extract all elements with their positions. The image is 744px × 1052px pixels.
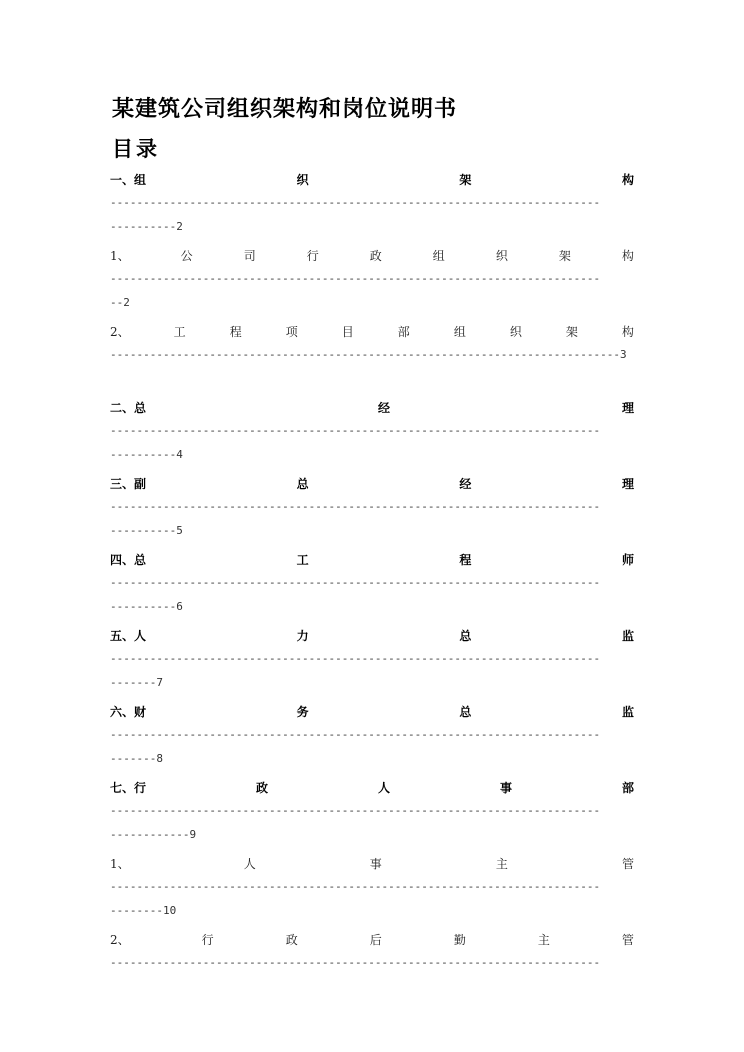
toc-entry-char: 组	[432, 248, 445, 263]
toc-entry-char: 织	[509, 324, 522, 339]
toc-entry-char: 2、	[110, 932, 130, 947]
toc-leader	[110, 348, 634, 362]
toc-entry-title	[110, 322, 634, 340]
toc-entry-char: 架	[558, 248, 571, 263]
toc-leader: --------------------------------------------------------------------------	[110, 576, 601, 589]
toc-entry-title	[110, 854, 634, 872]
toc-entry-char: 理	[621, 476, 634, 491]
toc-entry-char: 七、行	[110, 780, 147, 795]
toc-entry-char: 师	[621, 552, 634, 567]
toc-entry-char: 构	[621, 324, 634, 339]
toc-entry-char: 五、人	[110, 628, 147, 643]
toc-entry-char: 经	[459, 476, 472, 491]
toc-entry-char: 组	[453, 324, 466, 339]
toc-entry-char: 人	[243, 856, 256, 871]
toc-entry[interactable]	[110, 778, 634, 842]
toc-entry-char: 后	[369, 932, 382, 947]
toc-entry-char: 工	[173, 324, 186, 339]
toc-leader: --------------------------------------------------------------------------	[110, 956, 601, 969]
toc-entry-char: 政	[285, 932, 298, 947]
toc-leader: --------------------------------------------------------------------------	[110, 424, 601, 437]
toc-entry-char: 架	[565, 324, 578, 339]
toc-page-number: ------------9	[110, 828, 197, 841]
toc-leader: --------------------------------------------------------------------------	[110, 728, 601, 741]
toc-entry[interactable]	[110, 930, 634, 970]
toc-entry-char: 1、	[110, 856, 130, 871]
toc-entry-char: 总	[296, 476, 309, 491]
toc-entry-char: 政	[369, 248, 382, 263]
toc-page-number: ----------6	[110, 600, 183, 613]
toc-leader: --------------------------------------------------------------------------	[110, 804, 601, 817]
toc-entry-char: 三、副	[110, 476, 147, 491]
toc-entry-char: 勤	[453, 932, 466, 947]
toc-page-number: -3	[613, 348, 627, 361]
toc-entry-title	[110, 550, 634, 568]
toc-entry-char: 总	[459, 628, 472, 643]
toc-entry-title	[110, 930, 634, 948]
toc-entry-char: 监	[621, 704, 634, 719]
toc-entry-char: 力	[296, 628, 309, 643]
toc-entry[interactable]	[110, 322, 634, 362]
toc-entry-char: 行	[306, 248, 319, 263]
document-title: 某建筑公司组织架构和岗位说明书	[112, 96, 458, 122]
toc-page-number: ----------4	[110, 448, 183, 461]
toc-entry-char: 行	[201, 932, 214, 947]
toc-leader: --------------------------------------------------------------------------	[110, 196, 601, 209]
toc-entry-char: 事	[369, 856, 382, 871]
toc-entry-char: 司	[243, 248, 256, 263]
toc-entry-char: 项	[285, 324, 298, 339]
toc-entry-char: 织	[296, 172, 309, 187]
toc-page-number: ----------2	[110, 220, 183, 233]
toc-entry-char: 人	[377, 780, 390, 795]
toc-page-number: -------7	[110, 676, 163, 689]
toc-entry-title	[110, 474, 634, 492]
toc-entry-char: 政	[255, 780, 268, 795]
toc-leader: --------------------------------------------------------------------------	[110, 880, 601, 893]
toc-entry[interactable]	[110, 246, 634, 310]
toc-page-number: -------8	[110, 752, 163, 765]
toc-entry-title	[110, 778, 634, 796]
toc-entry-char: 程	[459, 552, 472, 567]
toc-page-number: --2	[110, 296, 130, 309]
toc-leader: --------------------------------------------------------------------------	[110, 272, 601, 285]
toc-entry-char: 一、组	[110, 172, 147, 187]
toc-entry-title	[110, 246, 634, 264]
toc-entry-char: 织	[495, 248, 508, 263]
toc-entry-char: 主	[495, 856, 508, 871]
toc-leader: --------------------------------------------------------------------------	[110, 500, 601, 513]
toc-page-number: --------10	[110, 904, 177, 917]
toc-entry-char: 总	[459, 704, 472, 719]
toc-entry-char: 构	[621, 172, 634, 187]
toc-entry-title	[110, 398, 634, 416]
toc-entry-title	[110, 702, 634, 720]
toc-leader: --------------------------------------------------------------------------	[110, 652, 601, 665]
toc-entry-char: 部	[397, 324, 410, 339]
toc-entry-char: 四、总	[110, 552, 147, 567]
toc-entry[interactable]	[110, 170, 634, 234]
toc-leader-dashes: ----------------------------------------------------------------------------	[110, 348, 614, 361]
toc-page-number: ----------5	[110, 524, 183, 537]
toc-entry-char: 2、	[110, 324, 130, 339]
toc-entry-char: 主	[537, 932, 550, 947]
toc-entry[interactable]	[110, 854, 634, 918]
toc-entry[interactable]	[110, 474, 634, 538]
toc-entry-char: 务	[296, 704, 309, 719]
toc-entry-char: 架	[459, 172, 472, 187]
toc-entry-char: 监	[621, 628, 634, 643]
toc-entry-char: 二、总	[110, 400, 147, 415]
toc-entry[interactable]	[110, 550, 634, 614]
toc-entry-char: 六、财	[110, 704, 147, 719]
toc-entry-title	[110, 626, 634, 644]
toc-entry[interactable]	[110, 702, 634, 766]
toc-entry-char: 目	[341, 324, 354, 339]
toc-entry-char: 1、	[110, 248, 130, 263]
toc-entry-char: 经	[377, 400, 390, 415]
toc-entry-char: 程	[229, 324, 242, 339]
toc-entry[interactable]	[110, 626, 634, 690]
toc-heading: 目录	[112, 136, 160, 161]
toc-entry-char: 理	[621, 400, 634, 415]
toc-entry-char: 事	[499, 780, 512, 795]
toc-entry-title	[110, 170, 634, 188]
toc-entry-char: 管	[621, 932, 634, 947]
toc-entry-char: 公	[180, 248, 193, 263]
toc-entry[interactable]	[110, 398, 634, 462]
toc-entry-char: 管	[621, 856, 634, 871]
toc-entry-char: 部	[621, 780, 634, 795]
toc-entry-char: 构	[621, 248, 634, 263]
toc-entry-char: 工	[296, 552, 309, 567]
